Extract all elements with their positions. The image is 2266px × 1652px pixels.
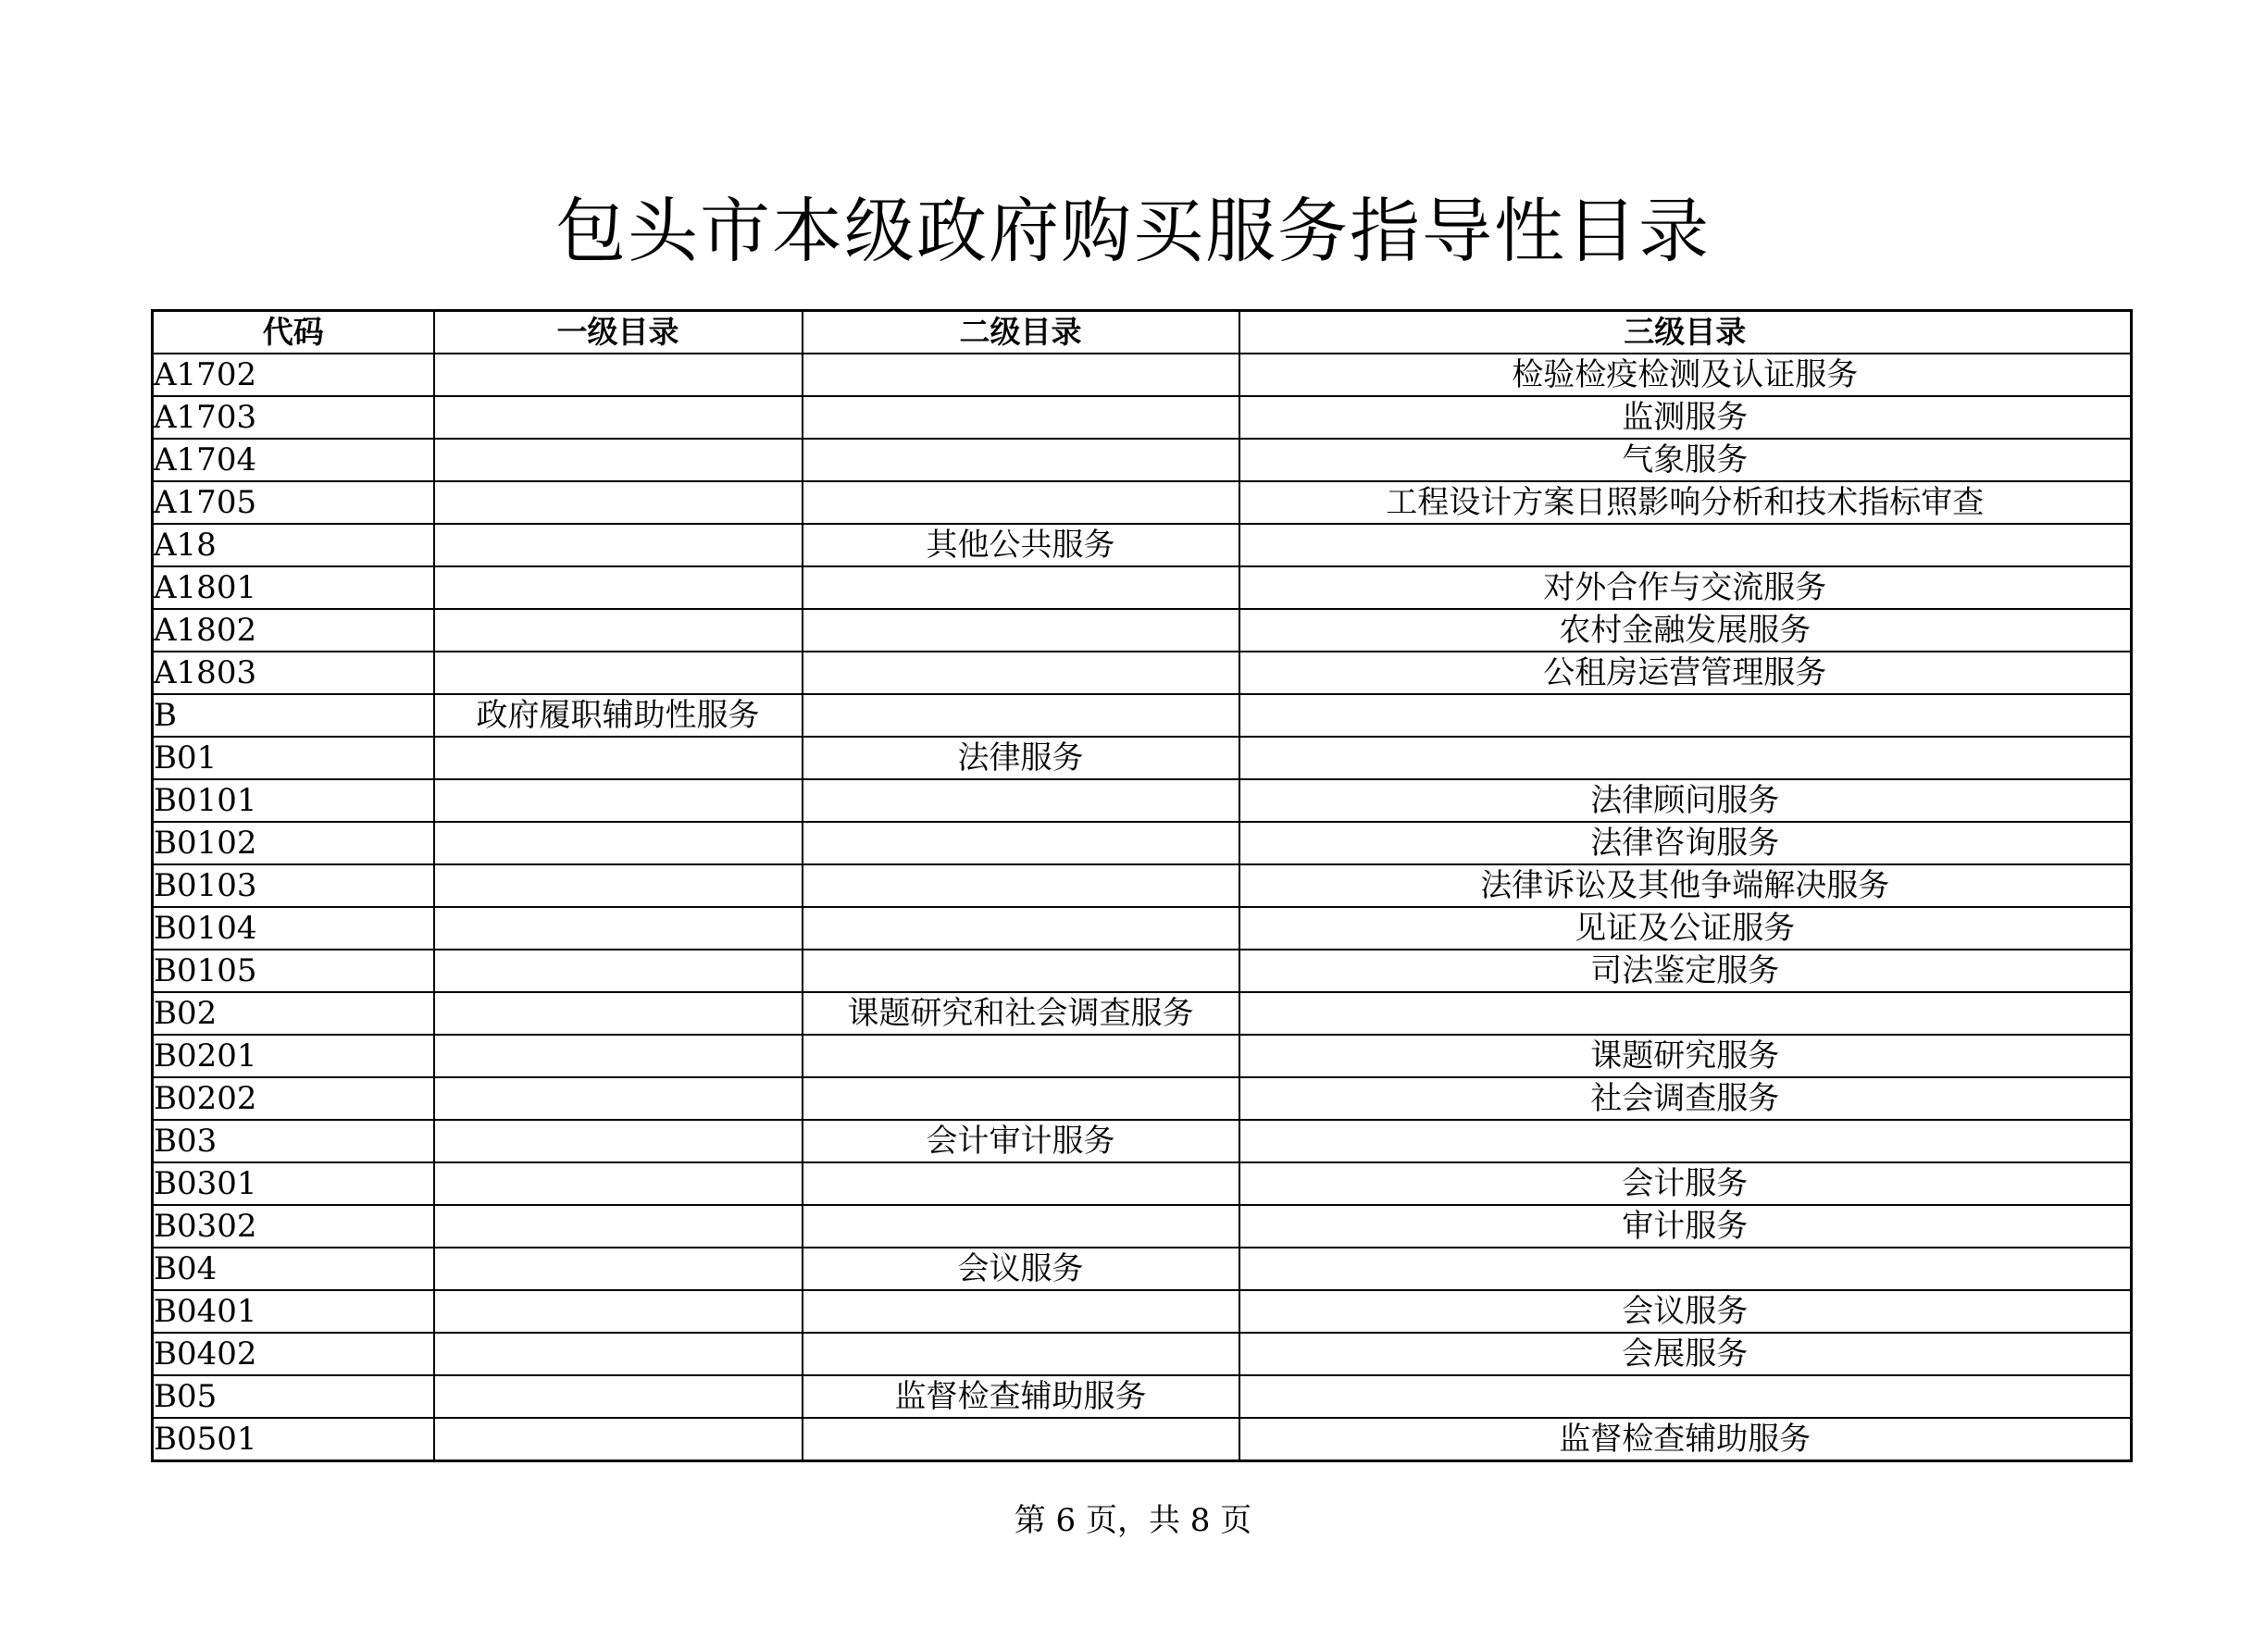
code-cell: A1803 <box>153 652 434 694</box>
column-header-level2: 二级目录 <box>803 311 1239 354</box>
table-row <box>153 439 2132 481</box>
code-cell: A1702 <box>153 354 434 396</box>
level1-cell <box>434 950 803 992</box>
table-row <box>153 779 2132 822</box>
level1-cell <box>434 439 803 481</box>
table-row <box>153 1162 2132 1205</box>
code-cell: B0102 <box>153 822 434 864</box>
table-row <box>153 609 2132 652</box>
table-row <box>153 1120 2132 1162</box>
catalog-body <box>153 354 2132 1461</box>
table-row <box>153 737 2132 779</box>
level2-cell <box>803 652 1239 694</box>
table-row <box>153 864 2132 907</box>
code-cell: B0501 <box>153 1418 434 1461</box>
code-cell: A1801 <box>153 566 434 609</box>
level3-cell: 法律顾问服务 <box>1239 779 2132 822</box>
table-row <box>153 694 2132 737</box>
level1-cell <box>434 1077 803 1120</box>
code-cell: B0401 <box>153 1290 434 1333</box>
table-row <box>153 1418 2132 1461</box>
level1-cell <box>434 822 803 864</box>
code-cell: A1703 <box>153 396 434 439</box>
column-header-level3: 三级目录 <box>1239 311 2132 354</box>
code-cell: A1705 <box>153 481 434 524</box>
level2-cell <box>803 822 1239 864</box>
level2-cell: 课题研究和社会调查服务 <box>803 992 1239 1035</box>
code-cell: B02 <box>153 992 434 1035</box>
level3-cell: 监督检查辅助服务 <box>1239 1418 2132 1461</box>
level2-cell <box>803 1333 1239 1375</box>
level3-cell: 审计服务 <box>1239 1205 2132 1248</box>
level3-cell: 公租房运营管理服务 <box>1239 652 2132 694</box>
level2-cell <box>803 439 1239 481</box>
level3-cell: 农村金融发展服务 <box>1239 609 2132 652</box>
code-cell: B03 <box>153 1120 434 1162</box>
column-header-code: 代码 <box>153 311 434 354</box>
level2-cell <box>803 1035 1239 1077</box>
table-row <box>153 992 2132 1035</box>
level3-cell <box>1239 1375 2132 1418</box>
level1-cell <box>434 779 803 822</box>
level3-cell: 见证及公证服务 <box>1239 907 2132 950</box>
level1-cell <box>434 1035 803 1077</box>
level3-cell: 气象服务 <box>1239 439 2132 481</box>
level2-cell <box>803 1077 1239 1120</box>
table-row <box>153 354 2132 396</box>
code-cell: B05 <box>153 1375 434 1418</box>
level3-cell <box>1239 694 2132 737</box>
code-cell: B0103 <box>153 864 434 907</box>
level2-cell <box>803 1162 1239 1205</box>
document-title: 包头市本级政府购买服务指导性目录 <box>555 190 1711 272</box>
level2-cell: 其他公共服务 <box>803 524 1239 566</box>
table-row <box>153 1248 2132 1290</box>
level2-cell <box>803 1205 1239 1248</box>
code-cell: B0104 <box>153 907 434 950</box>
level1-cell <box>434 907 803 950</box>
code-cell: B0302 <box>153 1205 434 1248</box>
catalog-table <box>151 309 2133 1462</box>
level1-cell <box>434 1120 803 1162</box>
level2-cell <box>803 396 1239 439</box>
level2-cell <box>803 609 1239 652</box>
level2-cell <box>803 354 1239 396</box>
level3-cell <box>1239 524 2132 566</box>
level1-cell <box>434 1162 803 1205</box>
code-cell: B0402 <box>153 1333 434 1375</box>
level1-cell <box>434 524 803 566</box>
table-row <box>153 524 2132 566</box>
code-cell: A1704 <box>153 439 434 481</box>
level1-cell <box>434 609 803 652</box>
table-row <box>153 396 2132 439</box>
code-cell: B01 <box>153 737 434 779</box>
table-row <box>153 907 2132 950</box>
level2-cell: 会议服务 <box>803 1248 1239 1290</box>
level1-cell <box>434 354 803 396</box>
table-row <box>153 566 2132 609</box>
code-cell: B0101 <box>153 779 434 822</box>
table-row <box>153 1035 2132 1077</box>
level3-cell: 法律诉讼及其他争端解决服务 <box>1239 864 2132 907</box>
code-cell: A18 <box>153 524 434 566</box>
level1-cell <box>434 1418 803 1461</box>
table-row <box>153 950 2132 992</box>
code-cell: A1802 <box>153 609 434 652</box>
level2-cell: 会计审计服务 <box>803 1120 1239 1162</box>
code-cell: B <box>153 694 434 737</box>
level1-cell <box>434 1205 803 1248</box>
level3-cell <box>1239 1248 2132 1290</box>
table-row <box>153 1333 2132 1375</box>
level2-cell <box>803 779 1239 822</box>
table-row <box>153 1077 2132 1120</box>
level3-cell: 检验检疫检测及认证服务 <box>1239 354 2132 396</box>
level3-cell: 监测服务 <box>1239 396 2132 439</box>
level1-cell <box>434 1333 803 1375</box>
level1-cell <box>434 1290 803 1333</box>
level2-cell <box>803 694 1239 737</box>
level3-cell: 司法鉴定服务 <box>1239 950 2132 992</box>
code-cell: B0105 <box>153 950 434 992</box>
table-row <box>153 652 2132 694</box>
level1-cell <box>434 737 803 779</box>
level3-cell: 对外合作与交流服务 <box>1239 566 2132 609</box>
table-row <box>153 481 2132 524</box>
level2-cell <box>803 1290 1239 1333</box>
level3-cell: 会计服务 <box>1239 1162 2132 1205</box>
level1-cell <box>434 864 803 907</box>
level2-cell <box>803 566 1239 609</box>
level1-cell <box>434 566 803 609</box>
level3-cell: 课题研究服务 <box>1239 1035 2132 1077</box>
level2-cell <box>803 864 1239 907</box>
level1-cell <box>434 1375 803 1418</box>
level1-cell <box>434 481 803 524</box>
level3-cell: 社会调查服务 <box>1239 1077 2132 1120</box>
code-cell: B04 <box>153 1248 434 1290</box>
level1-cell <box>434 652 803 694</box>
level3-cell <box>1239 992 2132 1035</box>
level3-cell: 工程设计方案日照影响分析和技术指标审查 <box>1239 481 2132 524</box>
code-cell: B0301 <box>153 1162 434 1205</box>
level2-cell <box>803 481 1239 524</box>
code-cell: B0201 <box>153 1035 434 1077</box>
level1-cell <box>434 992 803 1035</box>
level3-cell <box>1239 1120 2132 1162</box>
level2-cell: 监督检查辅助服务 <box>803 1375 1239 1418</box>
level2-cell <box>803 950 1239 992</box>
level3-cell: 法律咨询服务 <box>1239 822 2132 864</box>
level2-cell: 法律服务 <box>803 737 1239 779</box>
header-row <box>153 311 2132 354</box>
page-footer: 第 6 页，共 8 页 <box>1014 1502 1252 1539</box>
level3-cell: 会展服务 <box>1239 1333 2132 1375</box>
level2-cell <box>803 1418 1239 1461</box>
level3-cell <box>1239 737 2132 779</box>
table-row <box>153 1205 2132 1248</box>
level3-cell: 会议服务 <box>1239 1290 2132 1333</box>
level1-cell <box>434 396 803 439</box>
level1-cell: 政府履职辅助性服务 <box>434 694 803 737</box>
level2-cell <box>803 907 1239 950</box>
level1-cell <box>434 1248 803 1290</box>
table-row <box>153 822 2132 864</box>
code-cell: B0202 <box>153 1077 434 1120</box>
column-header-level1: 一级目录 <box>434 311 803 354</box>
table-row <box>153 1375 2132 1418</box>
table-row <box>153 1290 2132 1333</box>
